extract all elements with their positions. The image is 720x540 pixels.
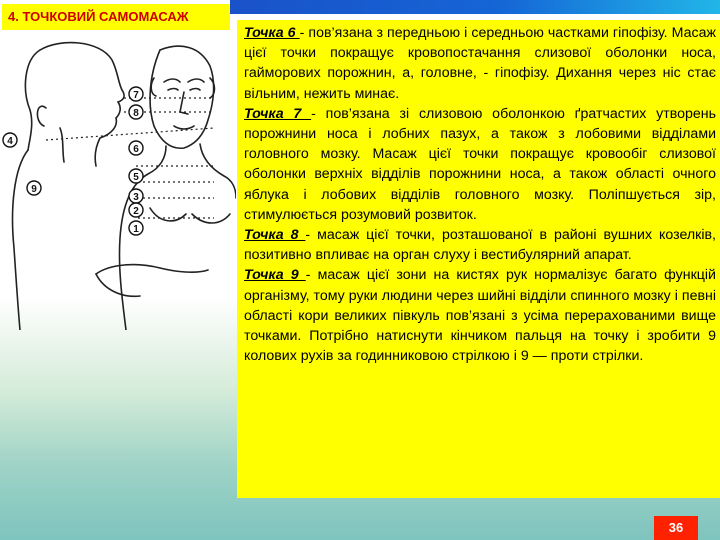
point-marker-4 (3, 133, 17, 147)
point-marker-5 (129, 169, 143, 183)
paragraph-point-8 (244, 225, 716, 265)
page-number: 36 (654, 516, 698, 540)
paragraph-point-6 (244, 23, 716, 104)
massage-points-illustration (0, 38, 236, 330)
point-marker-9 (27, 181, 41, 195)
top-accent-bar (230, 0, 720, 14)
svg-text:5: 5 (133, 172, 139, 183)
text-panel (237, 20, 720, 498)
svg-text:3: 3 (133, 192, 139, 203)
point-6-text: - пов’язана з передньою і середньою частками гіпофізу. Масаж цієї точки покращує кровопостачання слизової оболонки носа, гайморових порожнин, а, головне, - гіпофізу. Дихання через ніс стає вільним, нежить минає. (244, 25, 716, 102)
point-marker-3 (129, 189, 143, 203)
point-7-label: Точка 7 (244, 105, 312, 122)
svg-text:9: 9 (31, 184, 37, 195)
point-marker-6 (129, 141, 143, 155)
point-marker-8 (129, 105, 143, 119)
point-marker-2 (129, 203, 143, 217)
point-8-label: Точка 8 (244, 227, 306, 244)
paragraph-point-7 (244, 104, 716, 225)
point-7-text: - пов’язана зі слизовою оболонкою ґратчастих утворень порожнини носа і лобних пазух, а також з лобовими відділами головного мозку. Масаж цієї точки покращує кровообіг слизової оболонки верхніх відділів порожнини носа, а також області очного яблука і лобових відділів головного мозку. Поліпшується зір, стимулюється розумовий розвиток. (244, 105, 716, 223)
point-8-text: - масаж цієї точки, розташованої в районі вушних козелків, позитивно впливає на орган слуху і вестибулярний апарат. (244, 227, 716, 264)
point-9-text: - масаж цієї зони на кистях рук нормалізує багато функцій організму, тому руки людини через шийні відділи спинного мозку і певні області кори великих півкуль пов’язані з усіма перерахованими вище точками. Потрібно натиснути кінчиком пальця на точку і зробити 9 колових рухів за годинниковою стрілкою і 9 — проти стрілки. (244, 267, 716, 365)
svg-text:8: 8 (133, 108, 139, 119)
svg-text:1: 1 (133, 224, 139, 235)
svg-text:4: 4 (7, 136, 13, 147)
svg-text:2: 2 (133, 206, 139, 217)
point-9-label: Точка 9 (244, 267, 306, 284)
point-6-label: Точка 6 (244, 25, 300, 41)
point-marker-1 (129, 221, 143, 235)
point-marker-7 (129, 87, 143, 101)
paragraph-point-9 (244, 265, 716, 366)
svg-text:6: 6 (133, 144, 139, 155)
slide-title: 4. ТОЧКОВИЙ САМОМАСАЖ (2, 4, 230, 30)
svg-text:7: 7 (133, 90, 139, 101)
